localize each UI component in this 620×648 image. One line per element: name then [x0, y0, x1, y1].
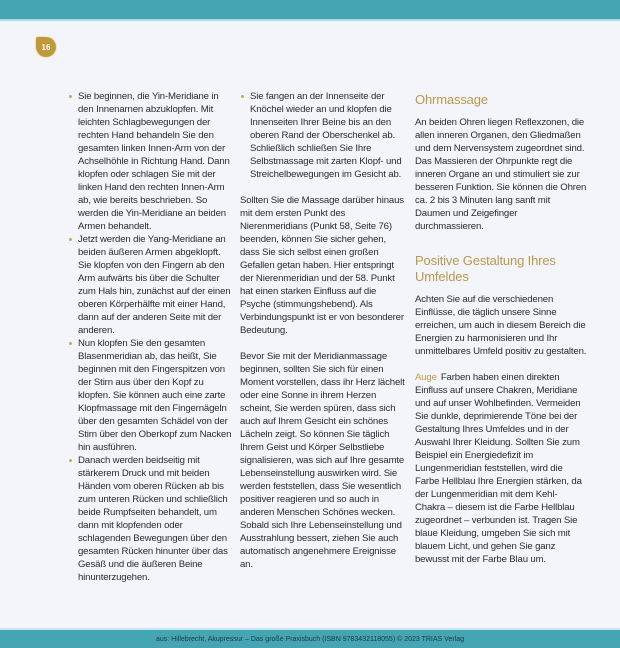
- paragraph: An beiden Ohren liegen Reflexzonen, die allen inneren Organen, den Gliedmaßen und dem Nervensystem zugeordnet sind. Das Massieren der Ohrpunkte regt die inneren Organe an und stimuliert sie zur besseren Funktion. Sie können die Ohren ca. 2 bis 3 Minuten lang sanft mit Daumen und Zeigefinger durchmassieren.: [415, 117, 587, 232]
- section-heading-ohrmassage: Ohrmassage: [415, 92, 488, 107]
- paragraph-auge: Auge Farben haben einen direkten Einfluss auf unsere Chakren, Meridiane und auf unser Wohlbefinden. Vermeiden Sie dunkle, deprimierende Töne bei der Gestaltung Ihres Umfeldes und in der Auswahl Ihrer Kleidung. Sollten Sie zum Beispiel ein Energiedefizit im Lungenmeridian feststellen, wird die Farbe Hellblau Ihre Energien stärken, da der Lungenmeridian mit dem Kehl-Chakra – diesem ist die Farbe Hellblau zugeordnet – verbunden ist. Tragen Sie blaue Kleidung, umgeben Sie sich mit blauem Licht, und gehen Sie ganz bewusst mit der Farbe Blau um.: [415, 372, 582, 565]
- paragraph: Sollten Sie die Massage darüber hinaus mit dem ersten Punkt des Nierenmeridians (Punkt 58, Seite 76) beenden, können Sie sicher gehen, dass Sie sich selbst einen großen Gefallen getan haben. Hier entspringt der Nierenmeridian und der 58. Punkt hat einen starken Einfluss auf die Psyche (stimmungshebend). Als Verbindungspunkt ist er von besonderer Bedeutung.: [240, 195, 404, 336]
- bullet-list: [68, 90, 236, 584]
- page-number: 16: [41, 42, 51, 52]
- list-item: Sie fangen an der Innenseite der Knöchel wieder an und klopfen die Innenseiten Ihrer Beine bis an den oberen Rand der Oberschenkel ab. Schließlich schließen Sie Ihre Selbstmassage mit zarten Klopf- und Streichelbewegungen im Gesicht ab.: [240, 90, 405, 181]
- list-item: Sie beginnen, die Yin-Meridiane in den Innenarnen abzuklopfen. Mit leichten Schlagbewegungen der rechten Hand behandeln Sie den gesamten linken Innen-Arm von der Achselhöhle in Richtung Hand. Dann klopfen oder schlagen Sie mit der linken Hand den rechten Innen-Arm ab, wie bereits beschrieben. So werden die Yin-Meridiane an beiden Armen behandelt.: [68, 90, 236, 233]
- text-column-2: [240, 90, 405, 571]
- section-heading-umfeld: Positive Gestaltung Ihres Umfeldes: [415, 253, 556, 284]
- top-color-band: [0, 0, 620, 21]
- list-item: Jetzt werden die Yang-Meridiane an beiden äußeren Armen abgeklopft. Sie klopfen von den Fingern ab den Arm aufwärts bis über die Schulter zum Hals hin, zunächst auf der einen oberen Körperhälfte mit einer Hand, dann auf der anderen Seite mit der anderen.: [68, 233, 236, 337]
- text-column-1: [68, 90, 236, 584]
- text-column-3: [415, 92, 587, 566]
- bullet-icon: [241, 95, 244, 98]
- list-item: Danach werden beidseitig mit stärkerem Druck und mit beiden Händen vom oberen Rücken ab bis zum unteren Rücken und schließlich beide Rumpfseiten behandelt, um dann mit klopfenden oder schlagenden Bewegungen über den gesamten Rücken hinunter über das Gesäß und die äußeren Beine hinunterzugehen.: [68, 454, 236, 584]
- footer-band: [0, 628, 620, 648]
- list-item: Nun klopfen Sie den gesamten Blasenmeridian ab, das heißt, Sie beginnen mit den Fingerspitzen von der Stirn aus über den Kopf zu klopfen. Sie können auch eine zarte Klopfmassage mit den Fingernägeln über den gesamten Schädel von der Stirn über den Oberkopf zum Nacken hin ausführen.: [68, 337, 236, 454]
- bullet-icon: [69, 95, 72, 98]
- bullet-icon: [69, 342, 72, 345]
- bullet-icon: [69, 238, 72, 241]
- bullet-list: [240, 90, 405, 181]
- paragraph: Achten Sie auf die verschiedenen Einflüsse, die täglich unsere Sinne erreichen, um auch in diesem Bereich die Energien zu harmonisieren und Ihr unmittelbares Umfeld positiv zu gestalten.: [415, 294, 587, 357]
- inline-label-auge: Auge: [415, 372, 437, 383]
- page-number-badge: [36, 37, 56, 57]
- copyright-text: aus: Hillebrecht, Akupressur – Das große Praxisbuch (ISBN 9783432118055) © 2023 TRIAS Verlag: [155, 635, 464, 643]
- bullet-icon: [69, 459, 72, 462]
- paragraph: Bevor Sie mit der Meridianmassage beginnen, sollten Sie sich für einen Moment vorstellen, dass ihr Herz lächelt oder eine Sonne in ihrem Herzen scheint, Sie werden spüren, dass sich auch auf Ihrem Gesicht ein schönes Lächeln zeigt. So können Sie täglich Ihrem Geist und Körper Selbstliebe signalisieren, was sich auf Ihre gesamte Lebenseinstellung auswirken wird. Sie werden feststellen, dass Sie wesentlich positiver reagieren und so auch in anderen Menschen Schönes wecken. Sobald sich Ihre Lebenseinstellung und Ausstrahlung bessert, ziehen Sie auch automatisch angenehmere Ereignisse an.: [240, 351, 405, 570]
